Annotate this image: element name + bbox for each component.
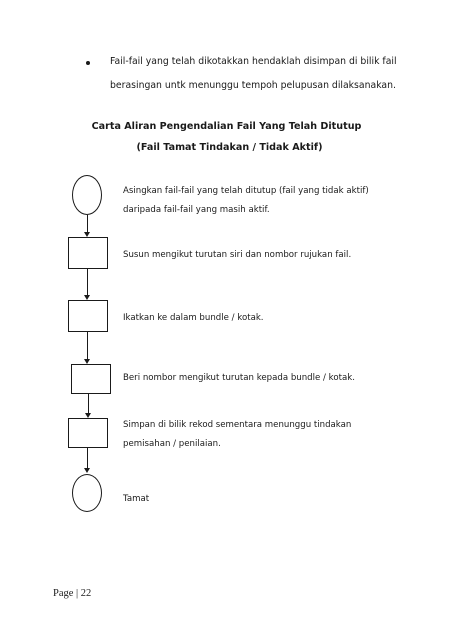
step-2-line-1: Susun mengikut turutan siri dan nombor rujukan fail. — [123, 250, 352, 260]
page-number: Page | 22 — [53, 588, 92, 599]
flowchart-end-circle — [72, 474, 102, 512]
flowchart-connector — [87, 269, 88, 296]
flowchart-connector — [88, 394, 89, 414]
flowchart-process-box — [68, 418, 108, 448]
bullet-line-1: Fail-fail yang telah dikotakkan hendaklah disimpan di bilik fail — [110, 56, 397, 67]
step-3-text — [123, 309, 423, 328]
step-1-text — [123, 182, 423, 220]
flowchart-connector — [87, 332, 88, 360]
step-5-text — [123, 416, 423, 454]
flowchart-process-box — [68, 300, 108, 332]
step-4-text — [123, 369, 423, 388]
flowchart-process-box — [71, 364, 111, 394]
step-1-line-2: daripada fail-fail yang masih aktif. — [123, 205, 270, 215]
step-3-line-1: Ikatkan ke dalam bundle / kotak. — [123, 313, 264, 323]
step-5-line-2: pemisahan / penilaian. — [123, 439, 221, 449]
flowchart-connector — [87, 448, 88, 469]
flowchart-start-circle — [72, 175, 102, 215]
step-5-line-1: Simpan di bilik rekod sementara menunggu tindakan — [123, 420, 352, 430]
step-2-text — [123, 246, 423, 265]
flowchart-title: Carta Aliran Pengendalian Fail Yang Telah Ditutup — [91, 121, 362, 132]
flowchart-arrow-icon — [84, 468, 90, 473]
step-6-line-1: Tamat — [123, 494, 150, 504]
flowchart-process-box — [68, 237, 108, 269]
step-1-line-1: Asingkan fail-fail yang telah ditutup (fail yang tidak aktif) — [123, 186, 369, 196]
flowchart-subtitle: (Fail Tamat Tindakan / Tidak Aktif) — [136, 142, 323, 153]
step-4-line-1: Beri nombor mengikut turutan kepada bundle / kotak. — [123, 373, 355, 383]
step-6-text — [123, 490, 423, 509]
flowchart-connector — [87, 215, 88, 233]
bullet-line-2: berasingan untk menunggu tempoh pelupusan dilaksanakan. — [110, 80, 396, 91]
bullet-dot-icon — [86, 61, 90, 65]
bullet-paragraph — [92, 50, 427, 98]
